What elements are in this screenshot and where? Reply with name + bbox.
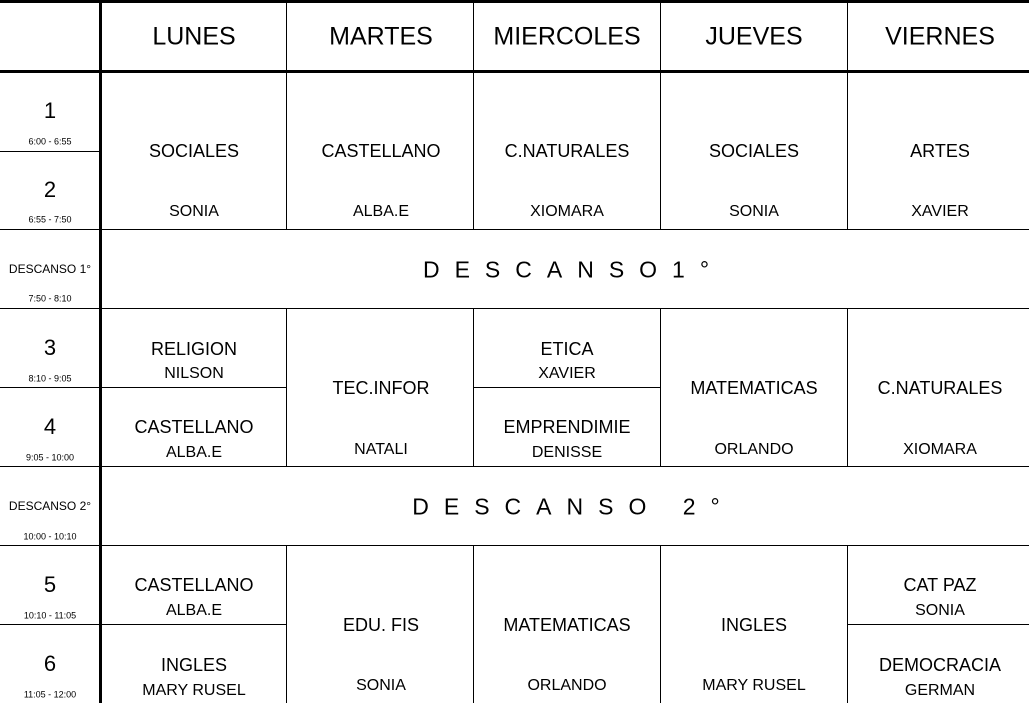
subject-cell: DEMOCRACIA [878,655,1002,675]
period-time: 9:05 - 10:00 [25,452,75,463]
subject-cell: C.NATURALES [504,141,630,161]
grid-line [660,0,661,230]
break-time: 10:00 - 10:10 [23,531,77,542]
day-header-miercoles: MIERCOLES [493,22,641,51]
grid-line [660,545,661,703]
day-header-martes: MARTES [329,22,433,51]
teacher-cell: ALBA.E [165,602,223,619]
subject-cell: INGLES [160,655,228,675]
period-time: 8:10 - 9:05 [28,373,72,384]
teacher-cell: SONIA [356,677,406,694]
day-header-lunes: LUNES [152,22,236,51]
break-label: DESCANSO 2° [8,499,92,513]
subject-cell: MATEMATICAS [690,378,818,398]
teacher-cell: MARY RUSEL [142,682,246,699]
break-banner: DESCANSO1° [422,256,725,283]
subject-cell: SOCIALES [708,141,800,161]
grid-line [286,0,287,230]
teacher-cell: ALBA.E [165,444,223,461]
grid-line [0,70,1029,73]
subject-cell: EDU. FIS [342,615,420,635]
period-number: 2 [43,177,57,202]
period-time: 6:55 - 7:50 [28,214,72,225]
teacher-cell: XAVIER [538,365,596,382]
period-number: 4 [43,414,57,439]
subject-cell: RELIGION [150,339,238,359]
subject-cell: CASTELLANO [321,141,441,161]
period-time: 6:00 - 6:55 [28,136,72,147]
subject-cell: ARTES [910,141,970,161]
period-number: 5 [43,572,57,597]
subject-cell: CASTELLANO [134,417,254,437]
grid-line [848,624,1029,625]
grid-line [473,545,474,703]
subject-cell: C.NATURALES [877,378,1003,398]
day-header-viernes: VIERNES [885,22,995,51]
break-banner: DESCANSO 2° [412,493,735,520]
period-time: 10:10 - 11:05 [23,610,77,621]
period-time: 11:05 - 12:00 [23,689,77,700]
teacher-cell: XAVIER [911,203,969,220]
grid-line [0,151,100,152]
teacher-cell: GERMAN [904,682,976,699]
grid-line [847,0,848,230]
subject-cell: CASTELLANO [134,575,254,595]
teacher-cell: ALBA.E [352,203,410,220]
grid-line [0,308,1029,309]
grid-line [660,308,661,467]
subject-cell: CAT PAZ [903,575,977,595]
period-number: 6 [43,651,57,676]
teacher-cell: DENISSE [531,444,603,461]
subject-cell: SOCIALES [148,141,240,161]
teacher-cell: ORLANDO [527,677,607,694]
grid-line [286,308,287,467]
subject-cell: INGLES [720,615,788,635]
subject-cell: EMPRENDIMIE [503,417,631,437]
grid-line [0,545,1029,546]
period-number: 3 [43,335,57,360]
teacher-cell: SONIA [729,203,779,220]
grid-line [473,0,474,230]
grid-line [474,387,661,388]
grid-line [0,466,1029,467]
teacher-cell: SONIA [169,203,219,220]
grid-line [0,229,1029,230]
grid-line [847,545,848,703]
subject-cell: ETICA [540,339,594,359]
grid-line [99,0,102,703]
grid-line [0,624,287,625]
teacher-cell: ORLANDO [714,441,794,458]
teacher-cell: NILSON [164,365,224,382]
subject-cell: TEC.INFOR [332,378,430,398]
grid-line [286,545,287,703]
grid-line [0,0,1029,3]
subject-cell: MATEMATICAS [503,615,631,635]
teacher-cell: MARY RUSEL [702,677,806,694]
break-time: 7:50 - 8:10 [28,293,72,304]
break-label: DESCANSO 1° [8,262,92,276]
day-header-jueves: JUEVES [705,22,803,51]
grid-line [847,308,848,467]
teacher-cell: SONIA [915,602,965,619]
teacher-cell: NATALI [354,441,408,458]
period-number: 1 [43,98,57,123]
grid-line [473,308,474,467]
teacher-cell: XIOMARA [903,441,977,458]
grid-line [0,387,287,388]
teacher-cell: XIOMARA [530,203,604,220]
